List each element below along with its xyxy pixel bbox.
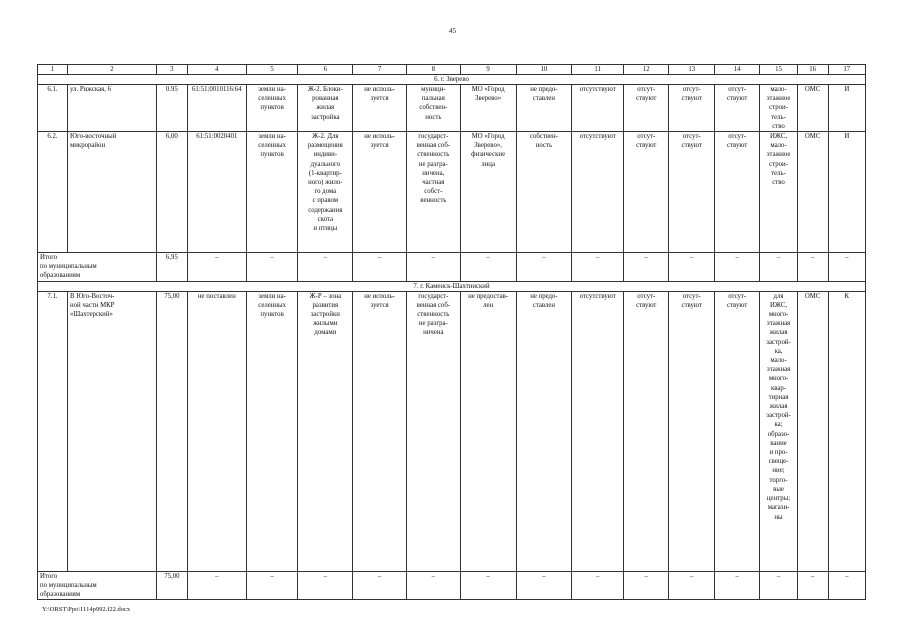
cell-col12: отсут- ствуют [624, 85, 669, 132]
total-dash: – [298, 253, 353, 282]
total-label: Итого по муниципальным образованиям [38, 571, 157, 600]
total-dash: – [760, 571, 797, 600]
table-row [38, 291, 866, 571]
cell-zone: Ж-Р – зона развития застройки жилыми домами [298, 291, 353, 571]
column-number: 17 [828, 65, 865, 75]
cell-col12: отсут- ствуют [624, 291, 669, 571]
cell-col17: И [828, 85, 865, 132]
column-number: 15 [760, 65, 797, 75]
cell-col15: ИЖС, мало- этажное строи- тель- ство [760, 132, 797, 253]
cell-col16: ОМС [797, 132, 828, 253]
cell-location: В Юго-Восточ- ной части МКР «Шахтерский» [67, 291, 156, 571]
section-title: 7. г. Каменск-Шахтинский [38, 281, 866, 291]
column-number: 4 [187, 65, 246, 75]
total-row [38, 571, 866, 600]
cell-col12: отсут- ствуют [624, 132, 669, 253]
total-dash: – [572, 571, 624, 600]
cell-location: ул. Рижская, 6 [67, 85, 156, 132]
total-dash: – [406, 571, 460, 600]
section-title-row [38, 75, 866, 85]
cell-cadastral: 61:51:0010116:64 [187, 85, 246, 132]
column-number: 2 [67, 65, 156, 75]
column-number: 13 [669, 65, 714, 75]
column-number-row [38, 65, 866, 75]
total-dash: – [246, 253, 298, 282]
column-number: 11 [572, 65, 624, 75]
total-dash: – [460, 571, 516, 600]
footer-file-path: Y:\ORST\Ppo\1114p992.f22.docx [42, 606, 131, 613]
cell-col13: отсут- ствуют [669, 291, 714, 571]
table-row [38, 132, 866, 253]
column-number: 7 [353, 65, 407, 75]
total-dash: – [516, 571, 572, 600]
total-area: 75,00 [156, 571, 187, 600]
cell-owner: МО «Город Зверево», физические лица [460, 132, 516, 253]
cell-col11: отсутствуют [572, 132, 624, 253]
total-dash: – [624, 253, 669, 282]
section-title: 6. г. Зверево [38, 75, 866, 85]
column-number: 14 [714, 65, 759, 75]
cell-col16: ОМС [797, 291, 828, 571]
total-dash: – [460, 253, 516, 282]
cell-col13: отсут- ствуют [669, 85, 714, 132]
total-dash: – [246, 571, 298, 600]
cell-ownership: государст- венная соб- ственность не разгра- ничена, частная собст- венность [406, 132, 460, 253]
section-title-row [38, 281, 866, 291]
column-number: 12 [624, 65, 669, 75]
cell-col11: отсутствуют [572, 85, 624, 132]
column-number: 10 [516, 65, 572, 75]
total-row [38, 253, 866, 282]
column-number: 8 [406, 65, 460, 75]
cell-location: Юго-восточный микрорайон [67, 132, 156, 253]
cell-ownership: муници- пальная собствен- ность [406, 85, 460, 132]
cell-category: земли на- селенных пунктов [246, 85, 298, 132]
cell-num: 6.1. [38, 85, 68, 132]
total-dash: – [828, 571, 865, 600]
table-row [38, 85, 866, 132]
total-dash: – [714, 571, 759, 600]
total-dash: – [828, 253, 865, 282]
cell-owner: не предостав- лен [460, 291, 516, 571]
total-dash: – [669, 571, 714, 600]
cell-area: 0.95 [156, 85, 187, 132]
cell-col17: И [828, 132, 865, 253]
total-dash: – [572, 253, 624, 282]
total-dash: – [760, 253, 797, 282]
total-dash: – [406, 253, 460, 282]
land-plots-table [37, 64, 866, 600]
column-number: 5 [246, 65, 298, 75]
cell-cadastral: не поставлен [187, 291, 246, 571]
cell-col11: отсутствуют [572, 291, 624, 571]
cell-col10: собствен- ность [516, 132, 572, 253]
cell-col16: ОМС [797, 85, 828, 132]
total-dash: – [187, 571, 246, 600]
cell-col14: отсут- ствуют [714, 85, 759, 132]
cell-cadastral: 61:51:0020401 [187, 132, 246, 253]
total-dash: – [714, 253, 759, 282]
cell-zone: Ж-2. Для размещения индиви- дуального (1-квартир- ного) жило- го дома с правом содержания скота и птицы [298, 132, 353, 253]
cell-area: 75,00 [156, 291, 187, 571]
cell-usage: не исполь- зуется [353, 291, 407, 571]
total-dash: – [669, 253, 714, 282]
total-dash: – [298, 571, 353, 600]
cell-usage: не исполь- зуется [353, 85, 407, 132]
cell-col14: отсут- ствуют [714, 291, 759, 571]
total-dash: – [624, 571, 669, 600]
cell-usage: не исполь- зуется [353, 132, 407, 253]
cell-owner: МО «Город Зверево» [460, 85, 516, 132]
cell-ownership: государст- венная соб- ственность не разгра- ничена [406, 291, 460, 571]
cell-col15: для ИЖС, много- этажная жилая застрой- ка, мало- этажная много- квар- тирная жилая застрой- ка; образо- вание и про- свеще- ние; торго- вые центры; магази- ны [760, 291, 797, 571]
cell-col10: не предо- ставлен [516, 85, 572, 132]
cell-col17: К [828, 291, 865, 571]
total-dash: – [187, 253, 246, 282]
total-area: 6,95 [156, 253, 187, 282]
total-dash: – [516, 253, 572, 282]
column-number: 3 [156, 65, 187, 75]
cell-col14: отсут- ствуют [714, 132, 759, 253]
total-label: Итого по муниципальным образованиям [38, 253, 157, 282]
column-number: 6 [298, 65, 353, 75]
cell-category: земли на- селенных пунктов [246, 132, 298, 253]
cell-num: 7.1. [38, 291, 68, 571]
cell-category: земли на- селенных пунктов [246, 291, 298, 571]
cell-col13: отсут- ствуют [669, 132, 714, 253]
total-dash: – [353, 571, 407, 600]
total-dash: – [797, 253, 828, 282]
cell-col10: не предо- ставлен [516, 291, 572, 571]
page-number: 45 [449, 27, 456, 35]
total-dash: – [797, 571, 828, 600]
column-number: 1 [38, 65, 68, 75]
cell-num: 6.2. [38, 132, 68, 253]
total-dash: – [353, 253, 407, 282]
cell-zone: Ж-2. Блоки- рованная жилая застройка [298, 85, 353, 132]
cell-area: 6,00 [156, 132, 187, 253]
column-number: 9 [460, 65, 516, 75]
column-number: 16 [797, 65, 828, 75]
cell-col15: мало- этажное строи- тель- ство [760, 85, 797, 132]
